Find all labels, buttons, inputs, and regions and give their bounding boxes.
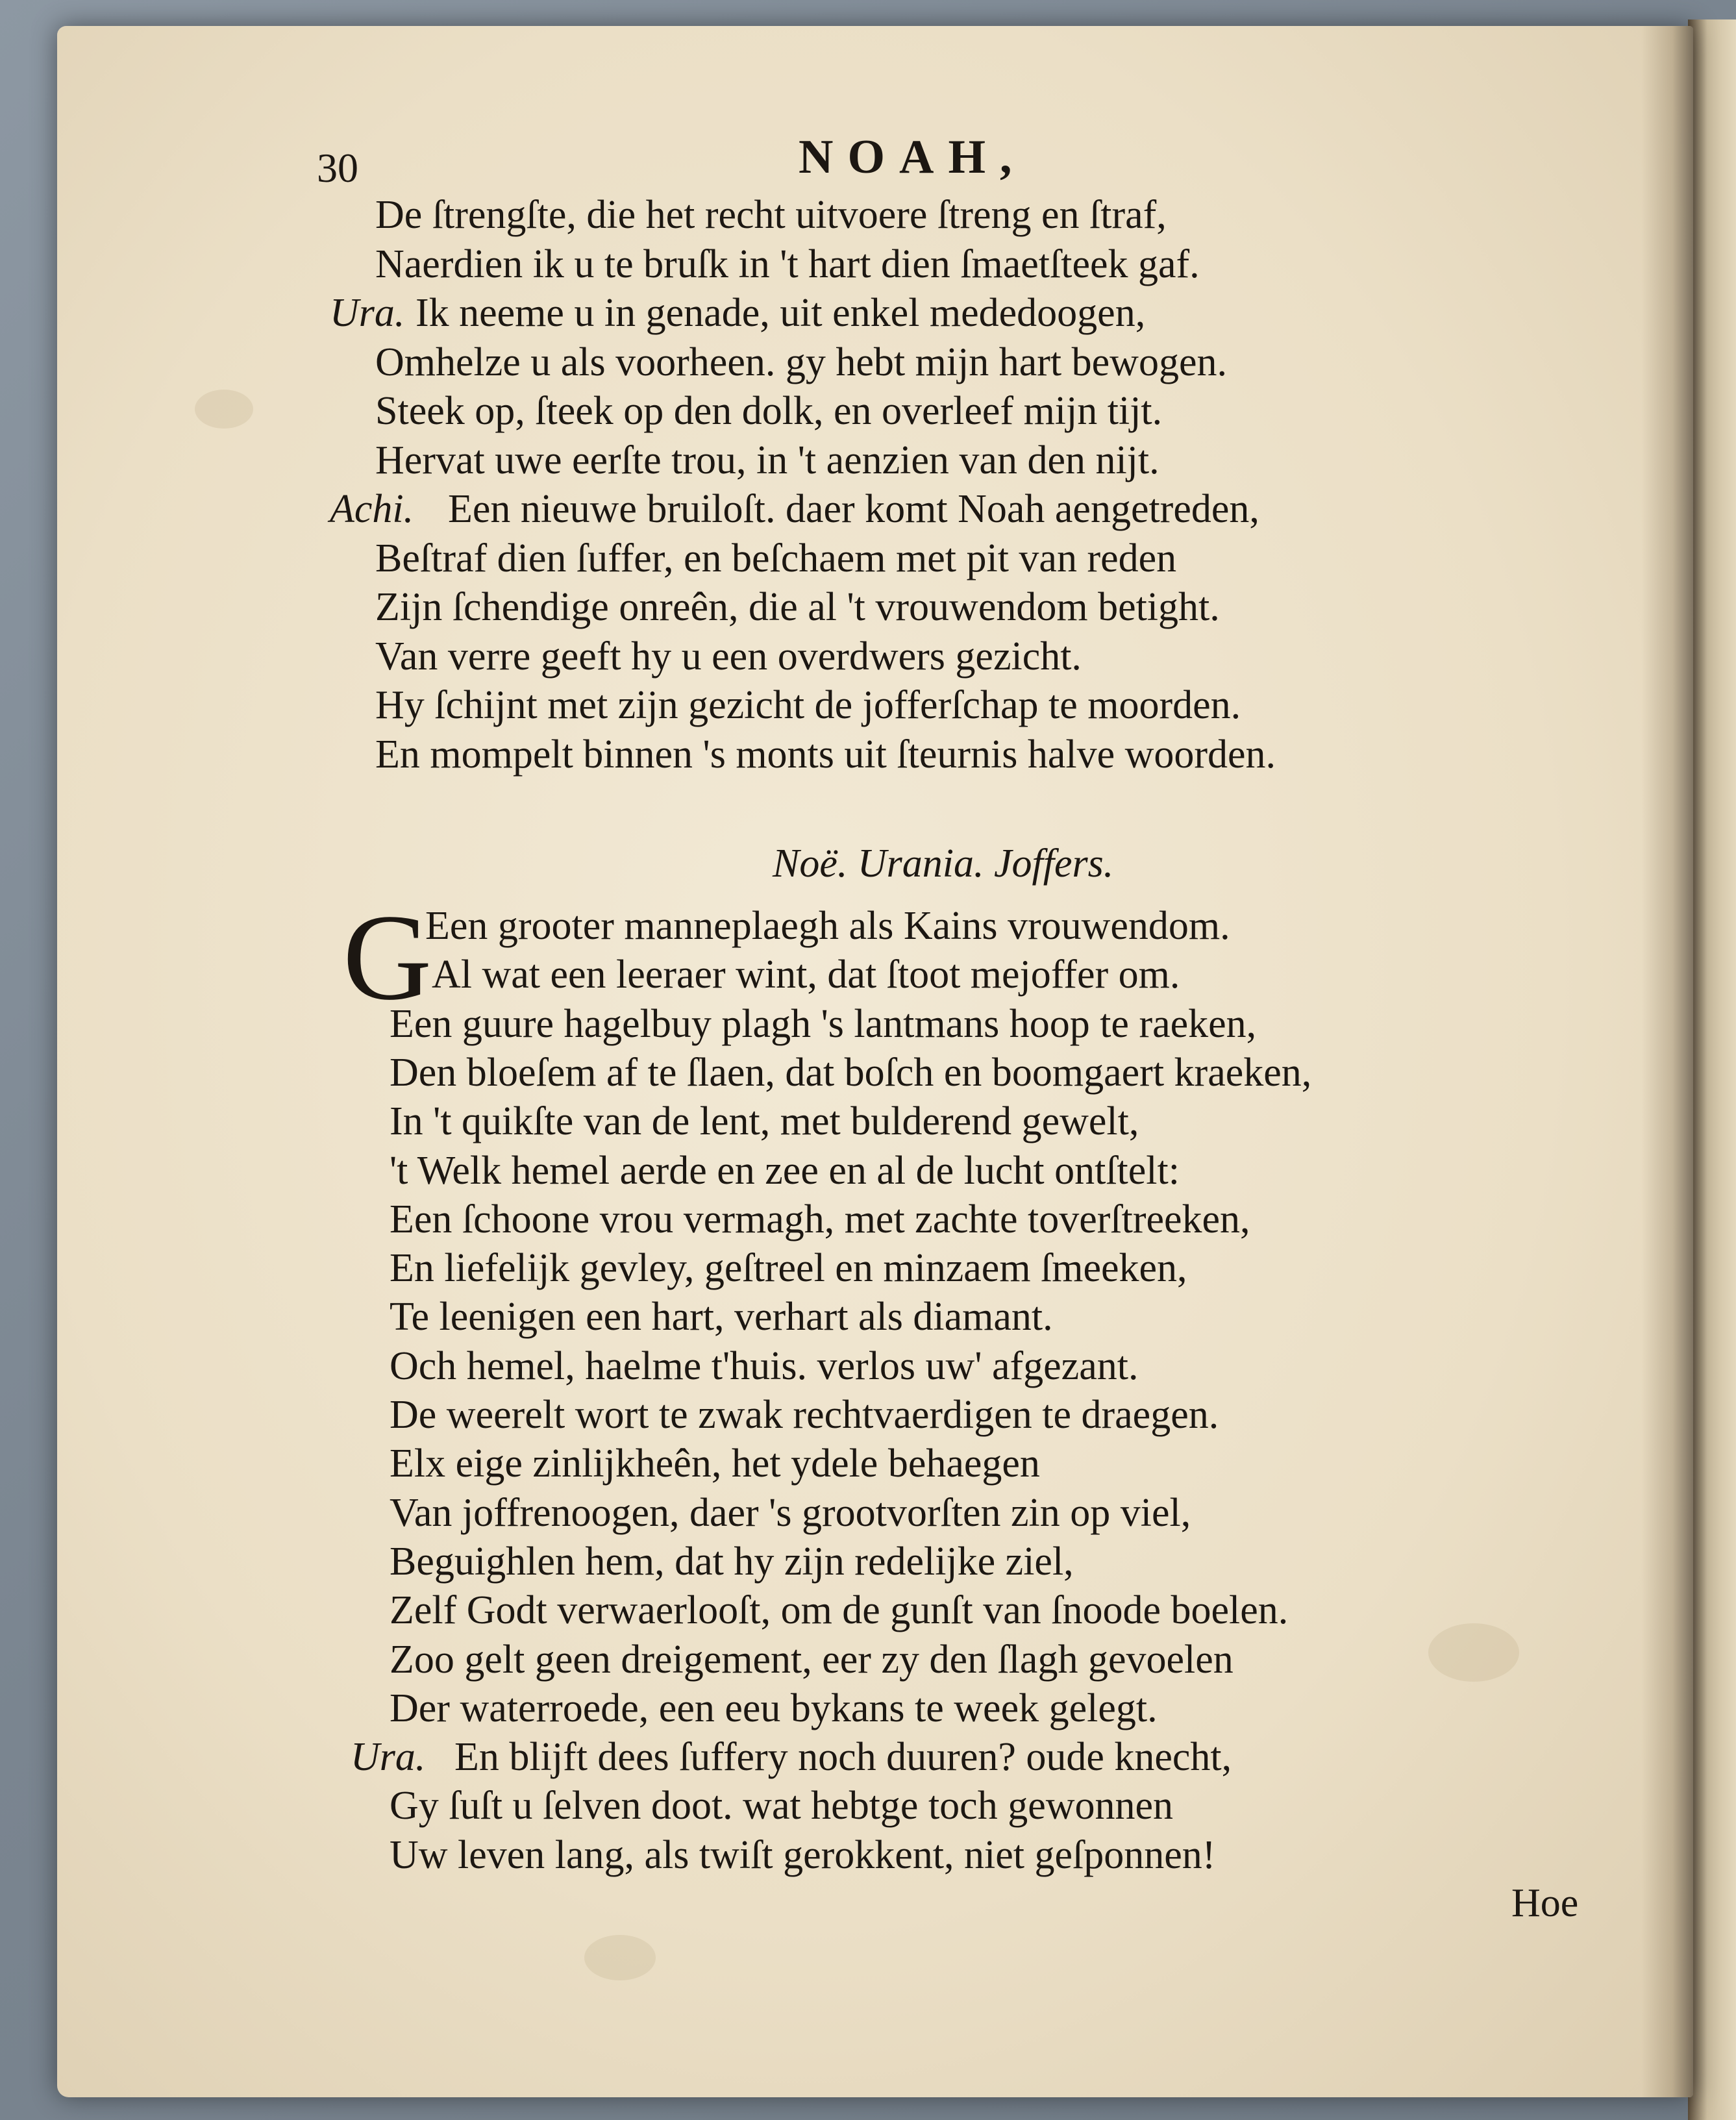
verse-line: Elx eige zinlijkheên, het ydele behaegen <box>390 1441 1040 1486</box>
speaker-label: Achi. <box>330 487 414 531</box>
page-number: 30 <box>317 145 358 191</box>
verse-line: En mompelt binnen 's monts uit ſteurnis halve woorden. <box>375 732 1276 777</box>
verse-line: Al wat een leeraer wint, dat ſtoot mejoffer om. <box>432 953 1180 997</box>
speaker-label: Ura. <box>351 1735 426 1780</box>
foxing-spot <box>195 390 253 429</box>
verse-line: Den bloeſem af te ſlaen, dat boſch en boomgaert kraeken, <box>390 1050 1312 1095</box>
foxing-spot <box>1428 1623 1519 1682</box>
verse-line: Een grooter manneplaegh als Kains vrouwendom. <box>425 904 1230 948</box>
speaker-label: Ura. <box>330 291 405 335</box>
scene-heading: Noë. Urania. Joffers. <box>773 842 1114 886</box>
verse-line: Ik neeme u in genade, uit enkel mededoogen, <box>415 291 1146 335</box>
running-title: NOAH, <box>799 131 1026 184</box>
verse-line: Een nieuwe bruiloſt. daer komt Noah aengetreden, <box>448 487 1259 531</box>
verse-line: De weerelt wort te zwak rechtvaerdigen te draegen. <box>390 1393 1219 1437</box>
verse-line: Omhelze u als voorheen. gy hebt mijn hart bewogen. <box>375 340 1227 384</box>
verse-line: Der waterroede, een eeu bykans te week gelegt. <box>390 1686 1158 1730</box>
verse-line: Een guure hagelbuy plagh 's lantmans hoop te raeken, <box>390 1001 1257 1046</box>
verse-line: De ſtrengſte, die het recht uitvoere ſtreng en ſtraf, <box>375 193 1167 237</box>
adjacent-page-edge <box>1688 19 1736 2120</box>
verse-line: Zoo gelt geen dreigement, eer zy den ſlagh gevoelen <box>390 1637 1234 1682</box>
catchword: Hoe <box>1511 1881 1579 1925</box>
foxing-spot <box>584 1935 656 1980</box>
verse-line: Hervat uwe eerſte trou, in 't aenzien van den nijt. <box>375 438 1159 482</box>
verse-line: Och hemel, haelme t'huis. verlos uw' afgezant. <box>390 1343 1139 1388</box>
page-gutter-shadow <box>1641 26 1693 2097</box>
verse-line: Beſtraf dien ſuffer, en beſchaem met pit van reden <box>375 536 1177 580</box>
verse-line: Naerdien ik u te bruſk in 't hart dien ſmaetſteek gaf. <box>375 242 1200 286</box>
drop-cap: G <box>343 890 432 1026</box>
verse-line: Zelf Godt verwaerlooſt, om de gunſt van ſnoode boelen. <box>390 1588 1289 1633</box>
verse-line: Een ſchoone vrou vermagh, met zachte toverſtreeken, <box>390 1197 1250 1241</box>
verse-line: Uw leven lang, als twiſt gerokkent, niet geſponnen! <box>390 1832 1216 1877</box>
verse-line: Van joffrenoogen, daer 's grootvorſten zin op viel, <box>390 1490 1191 1535</box>
verse-line: Van verre geeft hy u een overdwers gezicht. <box>375 634 1082 679</box>
verse-line: Te leenigen een hart, verhart als diamant. <box>390 1295 1053 1340</box>
verse-line: Hy ſchijnt met zijn gezicht de jofferſchap te moorden. <box>375 683 1241 727</box>
verse-line: In 't quikſte van de lent, met bulderend gewelt, <box>390 1099 1139 1144</box>
verse-line: 't Welk hemel aerde en zee en al de lucht ontſtelt: <box>390 1148 1180 1193</box>
verse-line: Zijn ſchendige onreên, die al 't vrouwendom betight. <box>375 585 1220 629</box>
verse-line: En liefelijk gevley, geſtreel en minzaem ſmeeken, <box>390 1246 1187 1291</box>
verse-line: Beguighlen hem, dat hy zijn redelijke ziel, <box>390 1539 1074 1584</box>
verse-line: Gy ſuſt u ſelven doot. wat hebtge toch gewonnen <box>390 1784 1174 1828</box>
verse-line: Steek op, ſteek op den dolk, en overleef mijn tijt. <box>375 389 1163 433</box>
verse-line: En blijft dees ſuffery noch duuren? oude knecht, <box>454 1735 1232 1780</box>
